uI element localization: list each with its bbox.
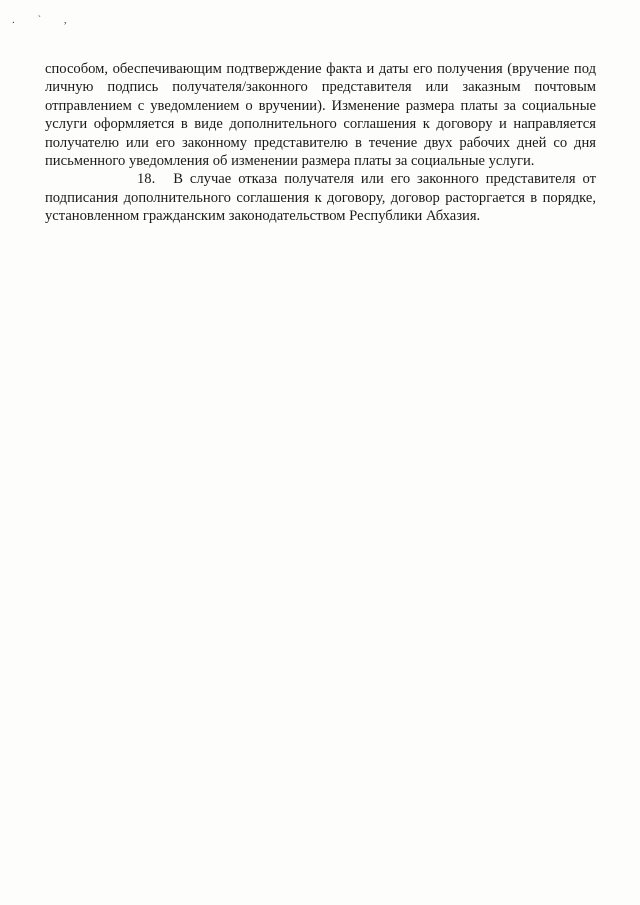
clause-18-number: 18. bbox=[137, 171, 156, 188]
corner-scan-marks: . ` , bbox=[12, 14, 77, 26]
clause-18-text: В случае отказа получателя или его законного представителя от подписания дополнительного соглашения к договору, договор расторгается в порядке, установленном гражданским законодательством Республики Абхазия. bbox=[45, 171, 596, 225]
document-body bbox=[45, 60, 596, 226]
paragraph-continued: способом, обеспечивающим подтверждение факта и даты его получения (вручение под личную подпись получателя/законного представителя или заказным почтовым отправлением с уведомлением о вручении). Изменение размера платы за социальные услуги оформляется в виде дополнительного соглашения к договору и направляется получателю или его законному представителю в течение двух рабочих дней со дня письменного уведомления об изменении размера платы за социальные услуги. bbox=[45, 61, 596, 170]
clause-18 bbox=[45, 170, 596, 225]
